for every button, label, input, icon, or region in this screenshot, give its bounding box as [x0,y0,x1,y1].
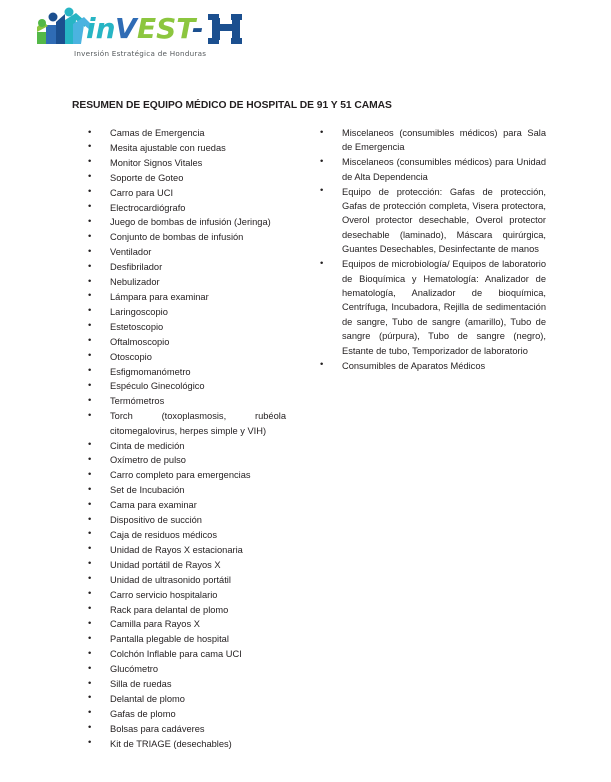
list-item: • Torch (toxoplasmosis, rubéola citomegalovirus, herpes simple y VIH) [86,409,286,438]
list-item: • Gafas de plomo [86,707,286,721]
list-item: • Esfigmomanómetro [86,365,286,379]
list-item: • Camas de Emergencia [86,126,286,140]
list-item: • Termómetros [86,394,286,408]
list-item: • Electrocardiógrafo [86,201,286,215]
list-item: • Glucómetro [86,662,286,676]
list-item: • Cinta de medición [86,439,286,453]
list-item: • Unidad portátil de Rayos X [86,558,286,572]
page-title: RESUMEN DE EQUIPO MÉDICO DE HOSPITAL DE 91 Y 51 CAMAS [72,100,392,111]
list-item: • Miscelaneos (consumibles médicos) para Unidad de Alta Dependencia [318,155,546,184]
list-item: • Oftalmoscopio [86,335,286,349]
invest-h-logo [36,7,236,62]
logo-tagline: Inversión Estratégica de Honduras [74,49,207,58]
list-item: • Mesita ajustable con ruedas [86,141,286,155]
list-item: • Colchón Inflable para cama UCI [86,647,286,661]
list-item: • Equipo de protección: Gafas de protección, Gafas de protección completa, Visera protectora, Overol protector desechable, Overol protector desechable (laminado), Máscara quirúrgica, Guantes Desechables, Desinfectante de manos [318,185,546,257]
right-column [318,126,546,373]
list-item: • Lámpara para examinar [86,290,286,304]
list-item: • Conjunto de bombas de infusión [86,230,286,244]
list-item: • Rack para delantal de plomo [86,603,286,617]
list-item: • Bolsas para cadáveres [86,722,286,736]
list-item: • Delantal de plomo [86,692,286,706]
list-item: • Set de Incubación [86,483,286,497]
list-item: • Cama para examinar [86,498,286,512]
list-item: • Nebulizador [86,275,286,289]
left-column [86,126,286,752]
list-item: • Pantalla plegable de hospital [86,632,286,646]
list-item: • Laringoscopio [86,305,286,319]
logo-wordmark-in: in [86,12,116,45]
list-item: • Desfibrilador [86,260,286,274]
list-item: • Carro completo para emergencias [86,468,286,482]
list-item: • Miscelaneos (consumibles médicos) para Sala de Emergencia [318,126,546,155]
list-item: • Ventilador [86,245,286,259]
list-item: • Estetoscopio [86,320,286,334]
right-equipment-list [318,126,546,373]
list-item: • Dispositivo de succión [86,513,286,527]
left-equipment-list [86,126,286,751]
list-item: • Monitor Signos Vitales [86,156,286,170]
logo-h-block-icon [208,14,242,44]
list-item: • Oxímetro de pulso [86,453,286,467]
logo-wordmark-dash: - [192,12,204,45]
list-item: • Silla de ruedas [86,677,286,691]
list-item: • Consumibles de Aparatos Médicos [318,359,546,373]
list-item: • Unidad de Rayos X estacionaria [86,543,286,557]
list-item: • Caja de residuos médicos [86,528,286,542]
logo-wordmark-v: V [115,12,137,45]
list-item: • Soporte de Goteo [86,171,286,185]
logo-wordmark-est: EST [137,12,196,45]
list-item: • Carro servicio hospitalario [86,588,286,602]
list-item: • Espéculo Ginecológico [86,379,286,393]
list-item: • Unidad de ultrasonido portátil [86,573,286,587]
document-header [0,0,611,88]
list-item: • Kit de TRIAGE (desechables) [86,737,286,751]
list-item: • Carro para UCI [86,186,286,200]
logo-wordmark [86,9,276,49]
logo-graphic-icon [36,7,92,47]
list-item: • Juego de bombas de infusión (Jeringa) [86,215,286,229]
list-item: • Equipos de microbiología/ Equipos de laboratorio de Bioquímica y Hematología: Analizador de hematología, Analizador de bioquímica, Centrífuga, Incubadora, Rejilla de sedimentación de sangre, Tubo de sangre (amarillo), Tubo de sangre (púrpura), Tubo de sangre (negro), Estante de tubo, Temporizador de laboratorio [318,257,546,358]
list-item: • Camilla para Rayos X [86,617,286,631]
list-item: • Otoscopio [86,350,286,364]
